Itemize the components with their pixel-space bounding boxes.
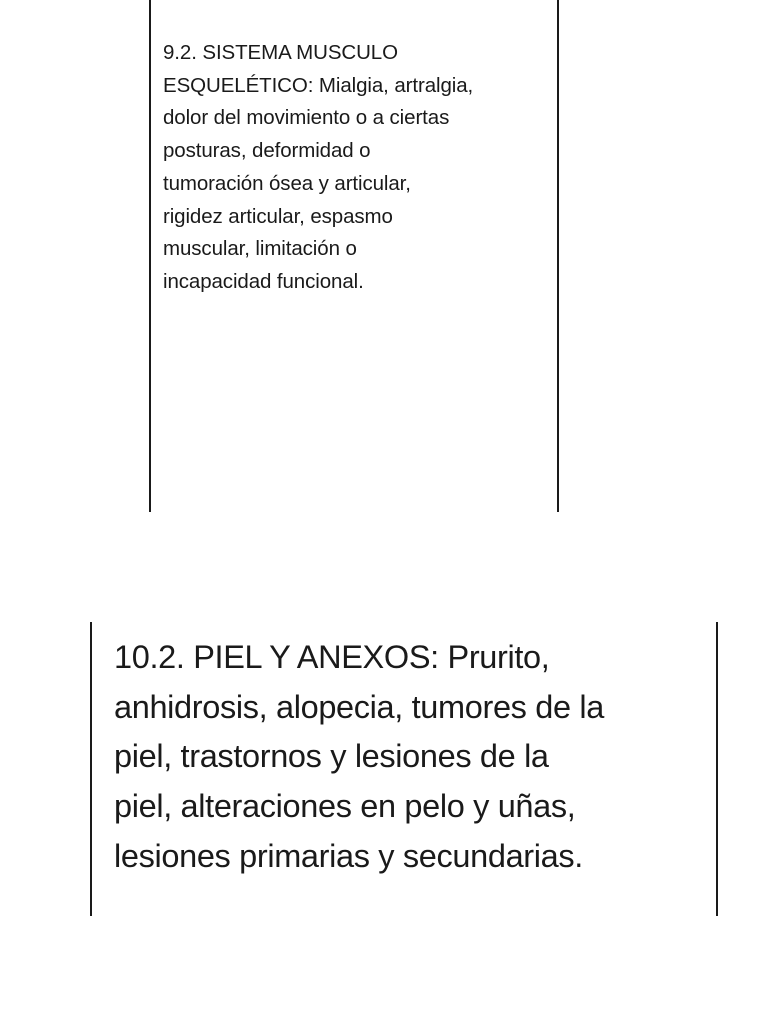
cell-border-right-top bbox=[557, 0, 559, 512]
text-line: tumoración ósea y articular, bbox=[163, 171, 411, 195]
text-line: incapacidad funcional. bbox=[163, 269, 364, 293]
text-line: rigidez articular, espasmo bbox=[163, 204, 393, 228]
text-line: muscular, limitación o bbox=[163, 237, 357, 261]
text-line: 9.2. SISTEMA MUSCULO bbox=[163, 41, 398, 64]
cell-border-right-bottom bbox=[716, 622, 718, 916]
cell-border-left-bottom bbox=[90, 622, 92, 916]
text-line: anhidrosis, alopecia, tumores de la bbox=[114, 688, 604, 725]
text-line: posturas, deformidad o bbox=[163, 139, 371, 163]
section-10-2-text bbox=[114, 633, 714, 882]
text-line: 10.2. PIEL Y ANEXOS: Prurito, bbox=[114, 639, 550, 675]
section-9-2-text bbox=[163, 37, 543, 299]
text-line: piel, alteraciones en pelo y uñas, bbox=[114, 788, 576, 825]
cell-border-left-top bbox=[149, 0, 151, 512]
text-line: ESQUELÉTICO: Mialgia, artralgia, bbox=[163, 73, 474, 97]
text-line: dolor del movimiento o a ciertas bbox=[163, 106, 450, 130]
text-line: lesiones primarias y secundarias. bbox=[114, 837, 583, 874]
text-line: piel, trastornos y lesiones de la bbox=[114, 738, 549, 775]
